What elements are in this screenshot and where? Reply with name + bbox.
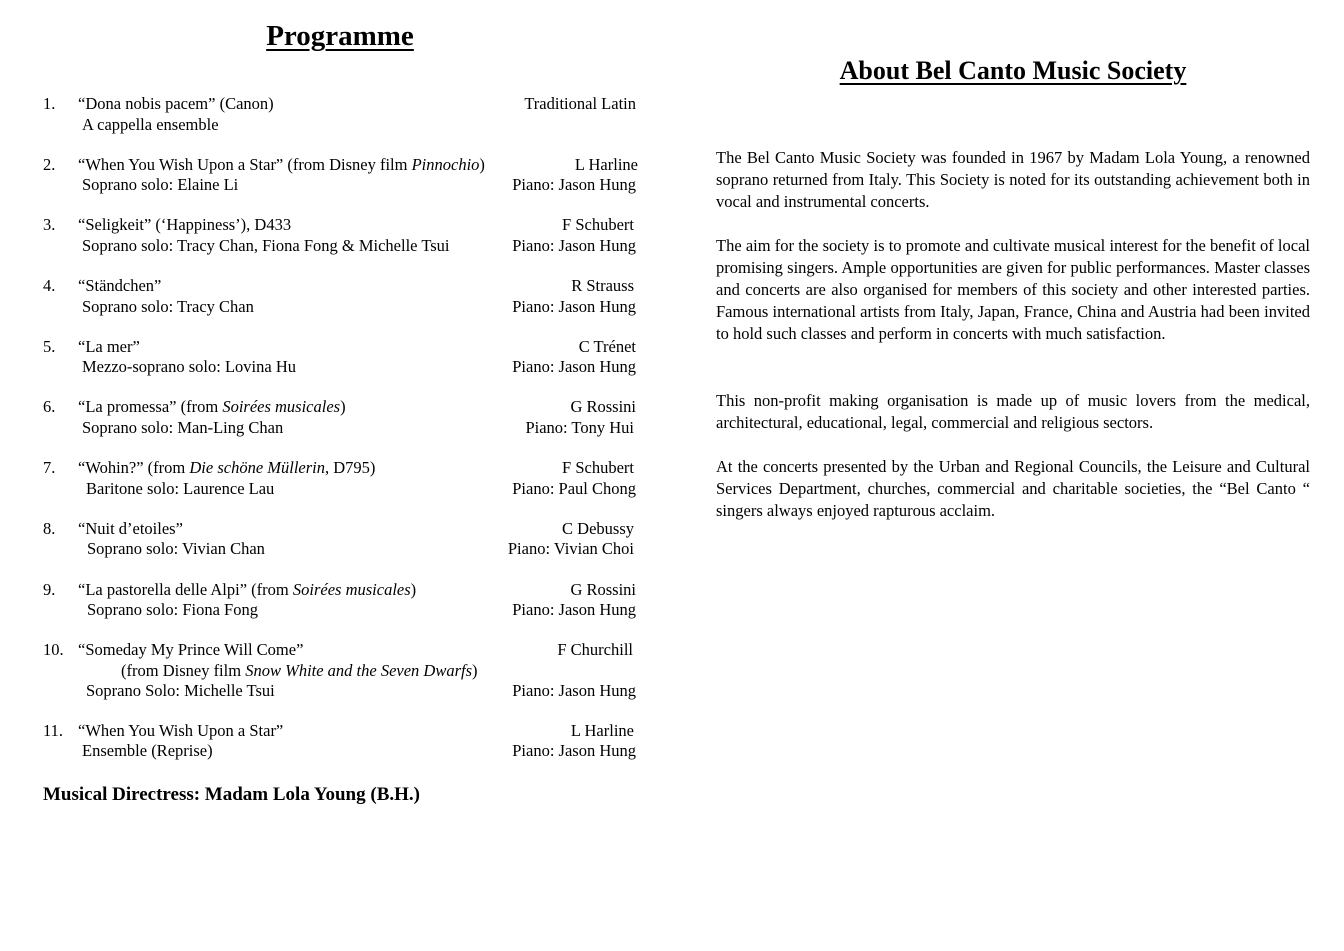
about-panel [716,0,1310,951]
item-title-part: ) [340,397,346,417]
item-title [78,458,375,479]
item-pianist: Piano: Jason Hung [512,741,636,761]
item-number: 4. [43,276,56,296]
item-performers: Soprano Solo: Michelle Tsui [86,681,275,701]
item-pianist: Piano: Tony Hui [525,417,634,437]
programme-item [43,215,643,276]
item-subtitle-part: ) [472,660,478,680]
item-title [78,397,346,418]
programme-heading [0,20,680,53]
item-title [78,155,485,176]
item-pianist: Piano: Vivian Choi [507,539,634,559]
item-title-part: “La pastorella delle Alpi” (from [78,579,293,599]
item-number: 10. [43,640,64,660]
item-performers: Soprano solo: Tracy Chan [82,296,254,316]
item-number: 5. [43,336,56,356]
item-number: 7. [43,458,56,478]
item-composer: F Churchill [557,640,633,660]
item-composer: G Rossini [570,579,636,599]
item-performers: Mezzo-soprano solo: Lovina Hu [82,357,296,377]
item-title: “When You Wish Upon a Star” [78,720,284,740]
item-pianist: Piano: Jason Hung [512,235,636,255]
programme-item [43,276,643,337]
item-number: 2. [43,154,56,174]
programme-item [43,397,643,458]
item-title-part: , D795) [325,458,376,478]
item-performers: Soprano solo: Elaine Li [82,175,239,195]
item-number: 6. [43,397,56,417]
programme-item [43,519,643,580]
programme-item [43,580,643,641]
item-number: 8. [43,518,56,538]
item-title: “Someday My Prince Will Come” [78,640,304,660]
item-number: 3. [43,215,56,235]
musical-director: Musical Directress: Madam Lola Young (B.H.) [43,784,420,805]
item-number: 1. [43,94,56,113]
item-performers: Soprano solo: Vivian Chan [87,539,265,559]
item-title-italic: Soirées musicales [292,579,411,599]
programme-item [43,640,643,721]
item-performers: Soprano solo: Tracy Chan, Fiona Fong & Michelle Tsui [82,235,450,255]
about-paragraph: The Bel Canto Music Society was founded in 1967 by Madam Lola Young, a renowned soprano returned from Italy. This Society is noted for its outstanding achievement both in vocal and instrumental concerts. [716,148,1310,211]
item-title-part: ) [410,579,417,599]
item-title-italic: Soirées musicales [222,397,341,417]
item-title: “La mer” [78,336,140,356]
item-title-italic: Pinnochio [411,154,480,174]
item-pianist: Piano: Paul Chong [512,478,636,498]
item-performers: Soprano solo: Fiona Fong [87,600,258,619]
programme-heading-text: Programme [266,20,414,52]
item-pianist: Piano: Jason Hung [512,681,636,701]
item-composer: F Schubert [562,458,634,478]
item-number: 11. [43,720,64,740]
item-composer: G Rossini [570,397,636,417]
about-paragraph: This non-profit making organisation is made up of music lovers from the medical, architectural, educational, legal, commercial and religious sectors. [716,391,1310,432]
about-heading: About Bel Canto Music Society [839,56,1187,85]
programme-item [43,458,643,519]
item-performers: Baritone solo: Laurence Lau [86,478,275,498]
programme-item [43,155,643,216]
item-subtitle-part: (from Disney film [121,660,246,680]
item-pianist: Piano: Jason Hung [512,357,636,377]
item-performers: A cappella ensemble [82,114,219,134]
item-performers: Ensemble (Reprise) [82,741,213,761]
item-title: “Seligkeit” (‘Happiness’), D433 [78,215,292,235]
item-title: “Dona nobis pacem” (Canon) [78,94,274,113]
item-title-part: “Wohin?” (from [78,458,190,478]
item-composer: C Debussy [562,518,634,538]
item-number: 9. [43,579,56,599]
item-title-italic: Die schöne Müllerin [189,458,326,478]
item-composer: F Schubert [562,215,634,235]
item-subtitle [121,661,478,682]
item-title-part: “La promessa” (from [78,397,223,417]
item-pianist: Piano: Jason Hung [512,600,636,619]
item-composer: L Harline [574,154,638,174]
programme-item [43,721,643,782]
item-composer: R Strauss [571,276,634,296]
programme-item [43,337,643,398]
item-composer: L Harline [570,720,634,740]
programme-list [43,94,643,782]
item-pianist: Piano: Jason Hung [512,296,636,316]
programme-item [43,94,643,155]
item-composer: Traditional Latin [524,94,636,113]
item-title-part: ) [479,154,485,174]
item-title-part: “When You Wish Upon a Star” (from Disney film [78,154,412,174]
item-pianist: Piano: Jason Hung [512,175,636,195]
item-title: “Ständchen” [78,276,162,296]
item-performers: Soprano solo: Man-Ling Chan [82,417,284,437]
item-subtitle-italic: Snow White and the Seven Dwarfs [245,660,473,680]
about-paragraph: At the concerts presented by the Urban and Regional Councils, the Leisure and Cultural Services Department, churches, commercial and charitable societies, the “Bel Canto “ singers always enjoyed rapturous acclaim. [716,457,1310,520]
item-title [78,580,416,601]
item-title: “Nuit d’etoiles” [78,518,183,538]
item-composer: C Trénet [578,336,636,356]
about-paragraph: The aim for the society is to promote and cultivate musical interest for the benefit of local promising singers. Ample opportunities are given for public performances. Master classes and concerts are also organised for members of this society and other interested parties. Famous international artists from Italy, Japan, France, China and Austria had been invited to hold such classes and perform in concerts with much satisfaction. [716,236,1310,343]
